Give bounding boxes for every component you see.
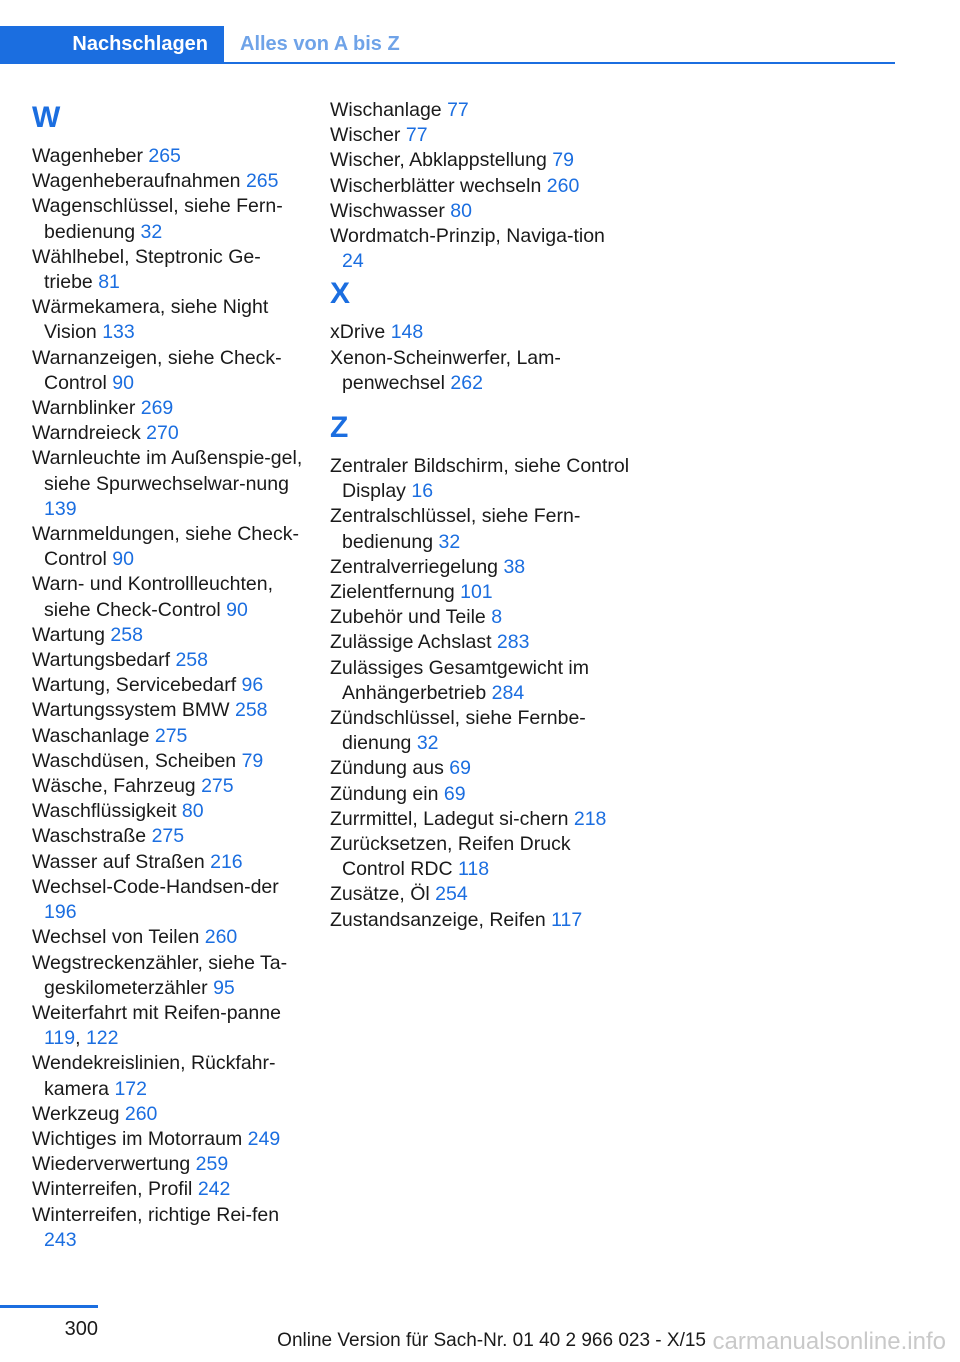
entry-term: Wählhebel, Steptronic Ge-triebe: [32, 245, 261, 294]
index-entry: [330, 555, 630, 580]
index-entry: [330, 580, 630, 605]
page-reference-link[interactable]: 133: [102, 321, 135, 344]
entry-term: Zurücksetzen, Reifen Druck Control RDC: [330, 833, 571, 881]
index-entry: [32, 1177, 307, 1202]
page-reference-link[interactable]: 242: [197, 1178, 231, 1201]
page-reference-link[interactable]: 77: [447, 99, 469, 121]
page-reference-link[interactable]: 77: [405, 124, 428, 147]
entry-term: Werkzeug: [32, 1102, 120, 1125]
index-entries: [330, 320, 630, 396]
page-number: 300: [64, 1318, 98, 1340]
index-entry: [330, 882, 630, 907]
index-entry: [330, 807, 630, 832]
index-entry: [32, 295, 307, 345]
page-reference-link[interactable]: 265: [245, 170, 279, 193]
index-entry: [32, 648, 307, 673]
page-reference-link[interactable]: 79: [552, 149, 574, 172]
page-reference-link[interactable]: 260: [546, 174, 580, 197]
index-entry: [330, 706, 630, 756]
page-reference-link[interactable]: 254: [435, 883, 468, 906]
entry-term: Wendekreislinien, Rückfahr-kamera: [32, 1052, 276, 1100]
index-entry: [32, 522, 307, 572]
section-letter: W: [32, 101, 61, 134]
entry-term: Wärmekamera, siehe Night Vision: [32, 296, 269, 344]
page-reference-link[interactable]: 80: [450, 199, 472, 222]
entry-term: Wagenschlüssel, siehe Fern-bedienung: [32, 195, 283, 243]
entry-term: Wagenheber: [32, 145, 143, 167]
entry-term: Wischer, Abklappstellung: [330, 149, 547, 172]
entry-term: Wäsche, Fahrzeug: [32, 775, 196, 798]
entry-term: Zurrmittel, Ladegut si-chern: [330, 807, 569, 830]
index-entry: [32, 1127, 307, 1152]
index-column-left: [32, 98, 307, 1265]
index-entries: [32, 144, 307, 1253]
index-entry: [330, 346, 630, 396]
page-reference-link[interactable]: 32: [438, 530, 461, 553]
entry-term: Wasser auf Straßen: [32, 850, 205, 873]
page-reference-link[interactable]: 122: [85, 1027, 119, 1050]
index-entry: [330, 656, 630, 706]
entry-term: Wagenheberaufnahmen: [32, 170, 241, 193]
entry-term: Zubehör und Teile: [330, 606, 486, 629]
entry-term: Waschdüsen, Scheiben: [32, 749, 237, 772]
page-reference-link[interactable]: 249: [247, 1127, 281, 1150]
entry-term: Zulässige Achslast: [330, 631, 492, 654]
page-reference-link[interactable]: 243: [44, 1228, 77, 1251]
index-entry: [32, 245, 307, 295]
index-entry: [32, 421, 307, 446]
index-entry: [330, 148, 630, 173]
page-reference-link[interactable]: 284: [491, 681, 525, 704]
index-entry: [32, 724, 307, 749]
page-reference-link[interactable]: 275: [151, 825, 185, 848]
footer-divider: [0, 1305, 98, 1308]
page-reference-link[interactable]: 139: [44, 497, 77, 520]
index-entry: [330, 454, 630, 504]
index-entry: [32, 169, 307, 194]
entry-term: Weiterfahrt mit Reifen-panne: [32, 1001, 281, 1024]
index-entry: [32, 144, 307, 169]
entry-term: Warnleuchte im Außenspie-gel, siehe Spurwechselwar-nung: [32, 447, 303, 495]
index-entry: [32, 1102, 307, 1127]
page-reference-link[interactable]: 218: [573, 807, 607, 830]
index-entry: [32, 774, 307, 799]
index-entry: [32, 673, 307, 698]
entry-term: Wichtiges im Motorraum: [32, 1127, 243, 1150]
entry-term: Zündung ein: [330, 782, 439, 805]
entry-term: Wartungsbedarf: [32, 649, 171, 672]
page-reference-link[interactable]: 259: [195, 1153, 229, 1176]
index-entry: [32, 875, 307, 925]
entry-term: Zündschlüssel, siehe Fernbe-dienung: [330, 707, 586, 755]
entry-term: Wartung, Servicebedarf: [32, 674, 237, 697]
index-entry: [330, 782, 630, 807]
page-reference-link[interactable]: 262: [450, 371, 483, 394]
page-reference-link[interactable]: 258: [175, 649, 208, 672]
page-reference-link[interactable]: 90: [112, 548, 134, 571]
page-reference-link[interactable]: 81: [98, 271, 120, 294]
entry-term: Wischwasser: [330, 199, 445, 222]
page-reference-link[interactable]: 24: [342, 250, 364, 273]
entry-term: Wischerblätter wechseln: [330, 174, 542, 197]
index-entry: [32, 572, 307, 622]
index-column-right: [330, 98, 630, 945]
page-reference-link[interactable]: 90: [112, 371, 134, 394]
page-reference-link[interactable]: 118: [457, 858, 490, 881]
entry-term: Wartungssystem BMW: [32, 699, 230, 722]
index-entry: [330, 630, 630, 655]
entry-term: Warnmeldungen, siehe Check-Control: [32, 523, 299, 571]
page-reference-link[interactable]: 260: [204, 926, 238, 949]
entry-term: Warndreieck: [32, 422, 141, 445]
page-reference-link[interactable]: 101: [460, 581, 493, 604]
index-entry: [32, 623, 307, 648]
entry-term: Zielentfernung: [330, 581, 455, 604]
page-reference-link[interactable]: 117: [551, 908, 583, 931]
page-reference-link[interactable]: 38: [503, 555, 526, 578]
entry-term: Waschflüssigkeit: [32, 800, 177, 823]
entry-term: Warnblinker: [32, 397, 136, 420]
index-entry: [330, 756, 630, 781]
page-reference-link[interactable]: 69: [449, 757, 471, 780]
watermark: carmanualsonline.info: [712, 1328, 946, 1355]
entry-term: Winterreifen, Profil: [32, 1178, 193, 1201]
index-entry: [330, 174, 630, 199]
index-entry: [330, 504, 630, 554]
entry-term: Winterreifen, richtige Rei-fen: [32, 1203, 280, 1226]
entry-term: Wordmatch-Prinzip, Naviga-tion: [330, 225, 605, 248]
index-entry: [32, 194, 307, 244]
page-reference-link[interactable]: 258: [234, 699, 268, 722]
page-reference-link[interactable]: 172: [114, 1077, 147, 1100]
entry-term: Wechsel von Teilen: [32, 926, 200, 949]
entry-term: xDrive: [330, 321, 386, 344]
version-note: Online Version für Sach-Nr. 01 40 2 966 023 - X/15: [277, 1330, 706, 1351]
index-entry: [330, 320, 630, 345]
entry-term: Warn- und Kontrollleuchten, siehe Check-Control: [32, 573, 273, 621]
page-reference-link[interactable]: 119: [44, 1027, 76, 1050]
section-letter: Z: [330, 411, 349, 445]
page-reference-link[interactable]: 216: [210, 850, 243, 873]
entry-term: Zentralschlüssel, siehe Fern-bedienung: [330, 505, 581, 553]
page-reference-link[interactable]: 269: [140, 397, 174, 420]
index-entry: [32, 396, 307, 421]
index-entry: [330, 123, 630, 148]
index-entry: [330, 832, 630, 882]
entry-term: Waschanlage: [32, 724, 150, 747]
index-entry: [32, 824, 307, 849]
page-reference-link[interactable]: 270: [146, 422, 179, 445]
entry-term: Zusätze, Öl: [330, 883, 430, 906]
entry-term: Zentralverriegelung: [330, 555, 499, 578]
index-entry: [32, 850, 307, 875]
page-reference-link[interactable]: 16: [411, 480, 434, 503]
page-reference-link[interactable]: 69: [443, 782, 466, 805]
page-reference-link[interactable]: 80: [181, 800, 204, 823]
index-entry: [32, 698, 307, 723]
entry-term: Wischer: [330, 124, 401, 147]
entry-term: Waschstraße: [32, 825, 147, 848]
index-entries: [330, 454, 630, 933]
entry-term: Zündung aus: [330, 757, 444, 780]
index-entry: [32, 446, 307, 522]
page-reference-link[interactable]: 32: [416, 732, 439, 755]
entry-term: Wegstreckenzähler, siehe Ta-geskilometerzähler: [32, 951, 288, 999]
page-reference-link[interactable]: 32: [140, 220, 163, 243]
page-reference-link[interactable]: 95: [213, 976, 235, 999]
index-entry: [32, 346, 307, 396]
index-entry: [330, 98, 630, 123]
entry-term: Zentraler Bildschirm, siehe Control Display: [330, 455, 630, 503]
index-entry: [32, 1203, 307, 1253]
index-entry: [330, 199, 630, 224]
page-reference-link[interactable]: 258: [110, 623, 143, 646]
entry-term: Zustandsanzeige, Reifen: [330, 908, 546, 931]
page-reference-link[interactable]: 90: [226, 598, 248, 621]
index-entry: [32, 1152, 307, 1177]
entry-term: Zulässiges Gesamtgewicht im Anhängerbetrieb: [330, 656, 590, 704]
page-reference-link[interactable]: 283: [496, 631, 530, 654]
index-entry: [32, 799, 307, 824]
index-entry: [330, 908, 630, 933]
index-entry: [32, 1051, 307, 1101]
tab-alles-von-a-bis-z[interactable]: Alles von A bis Z: [240, 32, 400, 55]
page-reference-link[interactable]: 8: [491, 606, 503, 629]
page-reference-link[interactable]: 260: [124, 1102, 158, 1125]
index-entry: [330, 224, 630, 274]
index-entries: [330, 98, 630, 274]
tab-nachschlagen[interactable]: Nachschlagen: [0, 26, 224, 62]
page-reference-link[interactable]: 275: [154, 724, 188, 747]
entry-term: Wartung: [32, 623, 105, 646]
page-reference-link[interactable]: 79: [241, 749, 264, 772]
entry-term: Xenon-Scheinwerfer, Lam-penwechsel: [330, 346, 561, 394]
section-letter: X: [330, 277, 351, 311]
entry-term: Wischanlage: [330, 99, 442, 121]
page-reference-link[interactable]: 96: [241, 674, 264, 697]
entry-term: Wechsel-Code-Handsen-der: [32, 875, 279, 898]
page-reference-link[interactable]: 148: [390, 321, 424, 344]
index-entry: [32, 951, 307, 1001]
index-entry: [32, 925, 307, 950]
page-reference-link[interactable]: 196: [44, 901, 77, 924]
entry-term: Warnanzeigen, siehe Check-Control: [32, 346, 282, 394]
header-bar: [0, 26, 895, 64]
index-entry: [32, 749, 307, 774]
page-reference-link[interactable]: 265: [148, 145, 181, 167]
page-reference-link[interactable]: 275: [201, 775, 234, 798]
index-entry: [330, 605, 630, 630]
index-entry: Weiterfahrt mit Reifen-panne 119, 122: [32, 1001, 281, 1050]
entry-term: Wiederverwertung: [32, 1153, 191, 1176]
